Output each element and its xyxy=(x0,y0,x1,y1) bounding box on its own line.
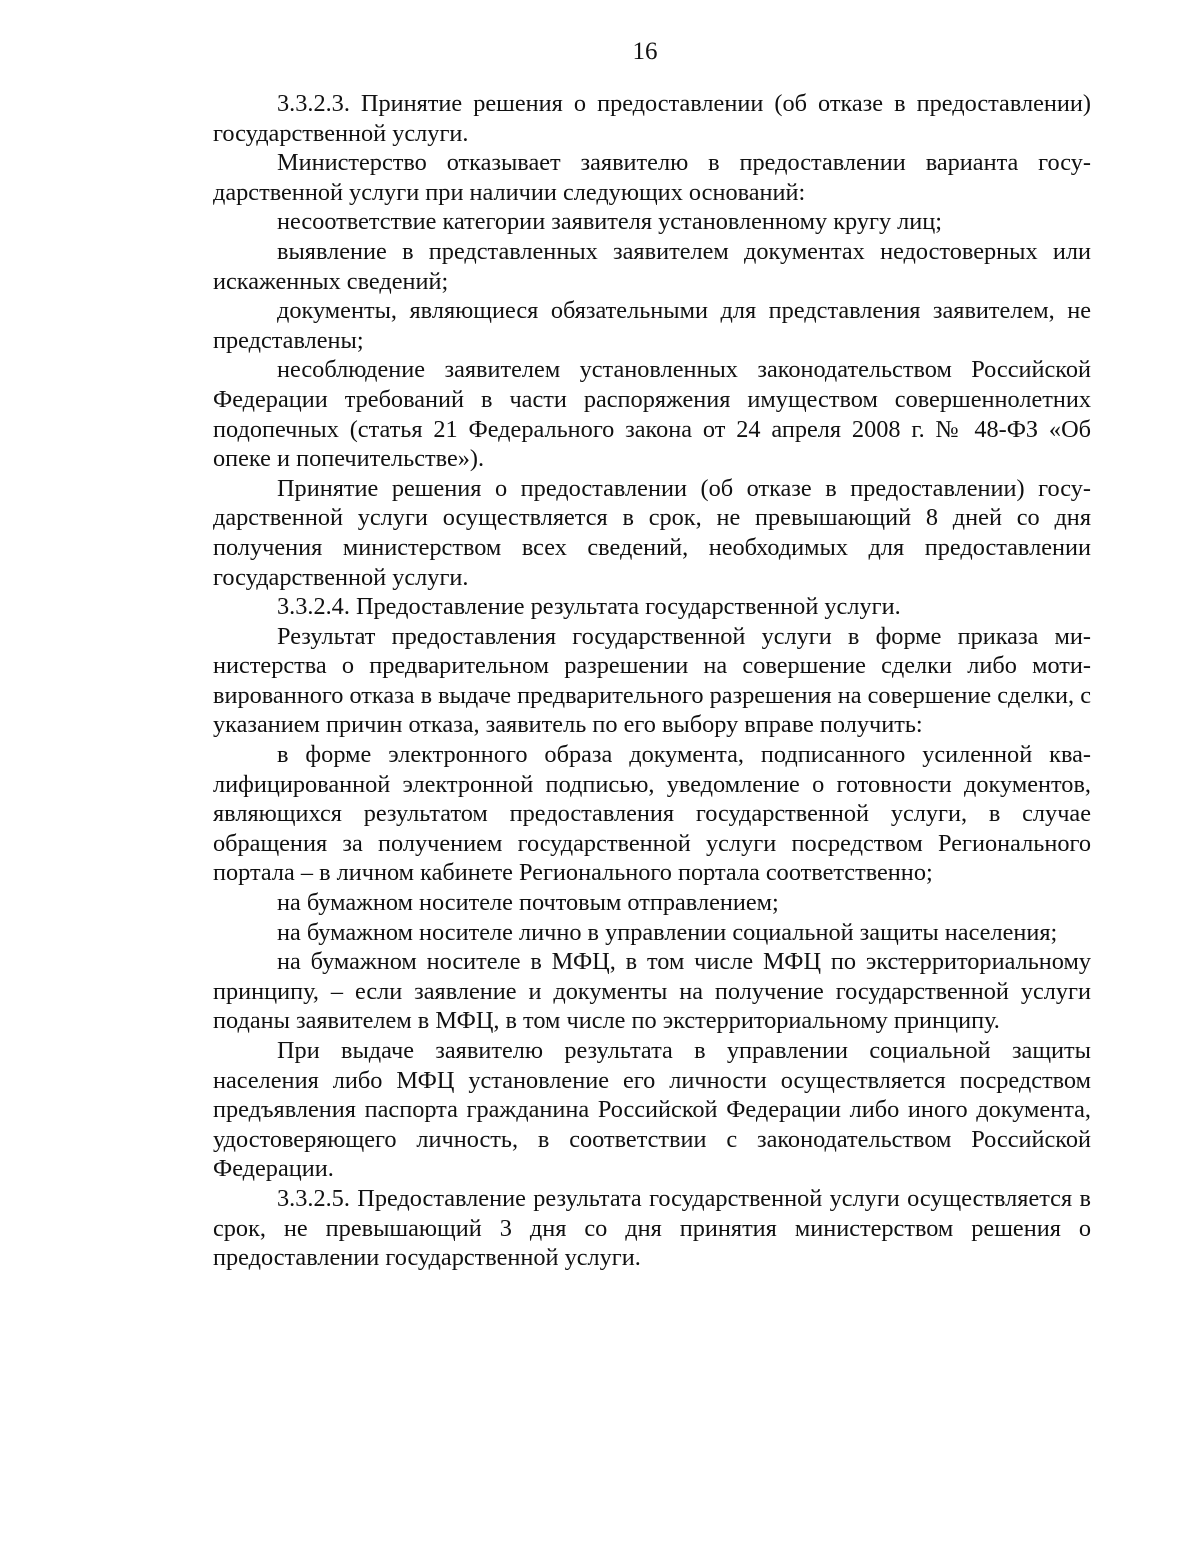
paragraph-ground-false-info: выявление в представленных заявителем документах недостоверных или искаженных сведений; xyxy=(213,237,1091,295)
paragraph-ground-missing-docs: документы, являющиеся обязательными для представления заявителем, не представлены; xyxy=(213,297,1091,354)
paragraph-3-3-2-5-term: 3.3.2.5. Предоставление результата государственной услуги осуществляется в срок, не превышающий 3 дня со дня принятия министерством решения о предоставлении государственной услуги. xyxy=(213,1184,1091,1272)
paragraph-ground-law-violation: несоблюдение заявителем установленных законодательством Российской Федерации требований в части распоряжения имуществом совершеннолетних подопечных (статья 21 Федерального закона от 24 апреля 2008 г. № 48-ФЗ «Об опеке и попечительстве»). xyxy=(213,356,1091,473)
paragraph-identity-verification: При выдаче заявителю результата в управлении социальной защиты населения либо МФЦ установление его личности осуществляется посредством предъявления паспорта гражданина Российской Федерации либо иного документа, удостоверяющего личность, в соответствии с законодательством Российской Федерации. xyxy=(213,1037,1091,1183)
paragraph-option-mail: на бумажном носителе почтовым отправлением; xyxy=(277,889,779,917)
paragraph-ground-category: несоответствие категории заявителя установленному кругу лиц; xyxy=(277,208,943,236)
paragraph-3-3-2-4-heading: 3.3.2.4. Предоставление результата государственной услуги. xyxy=(277,593,901,621)
paragraph-refusal-grounds-intro: Министерство отказывает заявителю в предоставлении варианта государственной услуги при наличии следующих оснований: xyxy=(213,149,1091,206)
document-body xyxy=(213,89,1091,1273)
page-number: 16 xyxy=(632,38,658,65)
paragraph-result-options-intro: Результат предоставления государственной услуги в форме приказа министерства о предварительном разрешении на совершение сделки либо мотивированного отказа в выдаче предварительного разрешения на совершение сделки, с указанием причин отказа, заявитель по его выбору вправе получить: xyxy=(213,622,1091,739)
paragraph-option-electronic: в форме электронного образа документа, подписанного усиленной квалифицированной электронной подписью, уведомление о готовности документов, являющихся результатом предоставления государственной услуги, в случае обращения за получением государственной услуги посредством Регионального портала – в личном кабинете Регионального портала соответственно; xyxy=(213,741,1091,887)
paragraph-option-in-person: на бумажном носителе лично в управлении социальной защиты населения; xyxy=(277,918,1058,946)
paragraph-3-3-2-3-heading: 3.3.2.3. Принятие решения о предоставлении (об отказе в предоставлении) государственной услуги. xyxy=(213,90,1091,147)
paragraph-option-mfc: на бумажном носителе в МФЦ, в том числе МФЦ по экстерриториальному принципу, – если заявление и документы на получение государственной услуги поданы заявителем в МФЦ, в том числе по экстерриториальному принципу. xyxy=(213,948,1091,1035)
paragraph-decision-term: Принятие решения о предоставлении (об отказе в предоставлении) государственной услуги осуществляется в срок, не превышающий 8 дней со дня получения министерством всех сведений, необходимых для предоставлении государственной услуги. xyxy=(213,474,1091,591)
